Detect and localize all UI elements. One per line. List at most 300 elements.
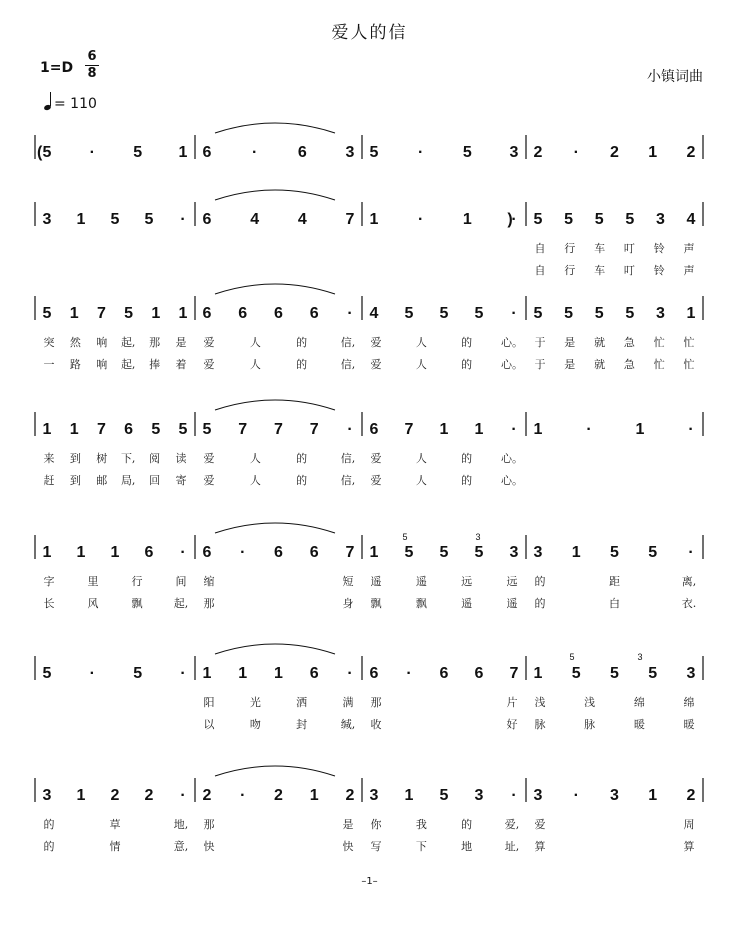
note: 6: [124, 421, 134, 438]
lyric: 忙: [653, 336, 665, 349]
note: 2: [686, 144, 696, 161]
note: 6: [474, 665, 484, 682]
lyric: 下: [415, 840, 427, 853]
lyric: 那: [370, 696, 382, 709]
lyric: 爱: [370, 474, 382, 487]
lyric: 脉: [584, 718, 596, 731]
lyric: 遥: [415, 575, 427, 588]
lyric: 于: [534, 336, 546, 349]
lyric: 的: [296, 474, 308, 487]
note: 1: [238, 665, 248, 682]
note: 6: [439, 665, 449, 682]
lyric: 行: [564, 242, 576, 255]
lyric: 一: [43, 358, 55, 371]
slur: [215, 284, 335, 294]
note: 5: [571, 665, 581, 682]
lyric: 起,: [120, 336, 136, 349]
lyric: 址,: [504, 840, 520, 853]
note: 7: [309, 421, 319, 438]
note: 3: [474, 787, 484, 804]
lyric: 忙: [683, 358, 695, 371]
note: 1: [151, 305, 161, 322]
lyric: 收: [370, 718, 382, 731]
slur: [215, 644, 335, 654]
lyric: 好: [506, 718, 518, 731]
note: 6: [274, 544, 283, 561]
note: 1: [635, 421, 645, 438]
grace-note: 5: [569, 652, 575, 662]
lyric: 阅: [149, 452, 161, 465]
note: 7: [238, 421, 248, 438]
lyric: 吻: [249, 718, 261, 731]
lyric: 读: [175, 452, 187, 465]
note: ·: [347, 665, 353, 682]
note: ·: [406, 665, 412, 682]
lyric: 人: [249, 336, 261, 349]
lyric: 到: [69, 452, 81, 465]
lyric: 人: [415, 358, 427, 371]
lyric: 你: [370, 818, 382, 831]
lyric: 信,: [340, 474, 356, 487]
note: 3: [655, 305, 665, 322]
note: 5: [474, 305, 484, 322]
note: ·: [240, 787, 246, 804]
note: 1: [110, 544, 120, 561]
note: 1: [69, 305, 79, 322]
note: 6: [202, 211, 212, 228]
lyric: 是: [342, 818, 354, 831]
slur: [215, 523, 335, 533]
lyric: 心。: [501, 336, 523, 349]
note: 1: [69, 421, 79, 438]
note: 2: [345, 787, 355, 804]
slur: [215, 400, 335, 410]
note: 5: [178, 421, 188, 438]
note: 2: [202, 787, 212, 804]
note: 5: [533, 305, 543, 322]
time-signature-bottom: 8: [87, 66, 97, 81]
note: 5: [404, 305, 414, 322]
note: 5: [648, 665, 658, 682]
lyric: 爱: [534, 818, 546, 831]
lyric: 人: [415, 336, 427, 349]
tempo-value: = 110: [54, 96, 97, 112]
note: 5: [110, 211, 120, 228]
note: 1: [76, 211, 86, 228]
lyric: 信,: [340, 452, 356, 465]
lyric: 邮: [96, 474, 108, 487]
note: 1: [686, 305, 696, 322]
note: 3: [42, 211, 52, 228]
note: 7: [96, 305, 106, 322]
lyric: 字: [43, 575, 55, 588]
lyric: 声: [683, 242, 695, 255]
note: 7: [345, 544, 355, 561]
lyric: 的: [43, 840, 55, 853]
note: ·: [89, 665, 95, 682]
lyric: 寄: [175, 474, 187, 487]
note: 3: [533, 787, 543, 804]
lyric: 脉: [534, 718, 546, 731]
lyric: 急: [623, 358, 635, 371]
note: 1: [76, 787, 86, 804]
repeat-open-mark: (: [37, 144, 43, 161]
lyric: 缄,: [340, 718, 356, 731]
note: 3: [533, 544, 543, 561]
lyric: 爱: [370, 452, 382, 465]
grace-note: 5: [402, 532, 408, 542]
note: 5: [404, 544, 414, 561]
lyric: 就: [594, 336, 606, 349]
lyric: 飘: [131, 597, 143, 610]
lyric: 地,: [173, 818, 189, 831]
note: 6: [369, 665, 379, 682]
note: 1: [571, 544, 581, 561]
grace-note: 3: [637, 652, 643, 662]
note: 1: [202, 665, 212, 682]
note: ·: [688, 544, 694, 561]
note: 1: [42, 544, 52, 561]
lyric: 局,: [120, 474, 136, 487]
time-signature-top: 6: [87, 49, 97, 64]
lyric: 起,: [120, 358, 136, 371]
note: 7: [345, 211, 355, 228]
lyric: 是: [564, 358, 576, 371]
note: 6: [144, 544, 154, 561]
lyric: 绵: [683, 696, 695, 709]
note: ·: [511, 421, 517, 438]
lyric: 的: [534, 597, 546, 610]
lyric: 人: [415, 452, 427, 465]
lyric: 来: [43, 452, 55, 465]
lyric: 浅: [584, 696, 596, 709]
lyric: 铃: [653, 264, 665, 277]
note: 5: [648, 544, 658, 561]
note: 6: [297, 144, 307, 161]
note: 2: [274, 787, 283, 804]
lyric: 片: [506, 696, 518, 709]
lyric: 周: [683, 818, 695, 831]
note: 1: [369, 211, 379, 228]
slur: [215, 766, 335, 776]
note: ·: [89, 144, 95, 161]
lyric: 的: [296, 358, 308, 371]
composer-credit: 小镇词曲: [647, 69, 703, 85]
note: 3: [509, 544, 519, 561]
note: ·: [573, 144, 579, 161]
page-number: –1–: [361, 876, 378, 887]
lyric: 心。: [501, 474, 523, 487]
note: 7: [274, 421, 283, 438]
lyric: 车: [594, 242, 606, 255]
lyric: 人: [249, 452, 261, 465]
lyric: 以: [203, 718, 215, 731]
note: 5: [151, 421, 161, 438]
lyric: 快: [203, 840, 215, 853]
lyric: 爱: [370, 358, 382, 371]
note: 5: [625, 305, 635, 322]
note: 6: [202, 144, 212, 161]
lyric: 长: [43, 597, 55, 610]
note: ·: [573, 787, 579, 804]
note: 2: [110, 787, 120, 804]
note: 1: [309, 787, 319, 804]
note: 2: [686, 787, 696, 804]
note: ·: [240, 544, 246, 561]
lyric: 自: [534, 242, 546, 255]
lyric: 的: [461, 336, 473, 349]
lyric: 的: [296, 452, 308, 465]
note: 5: [625, 211, 635, 228]
lyric: 突: [43, 336, 55, 349]
lyric: 绵: [633, 696, 645, 709]
note: ·: [180, 211, 186, 228]
lyric: 忙: [653, 358, 665, 371]
lyric: 人: [249, 474, 261, 487]
note: 5: [144, 211, 154, 228]
note: 6: [309, 665, 319, 682]
lyric: 风: [87, 597, 99, 610]
lyric: 远: [461, 575, 473, 588]
note: 5: [133, 665, 143, 682]
lyric: 远: [506, 575, 518, 588]
lyric: 距: [609, 575, 620, 588]
note: 1: [369, 544, 379, 561]
lyric: 于: [534, 358, 546, 371]
note: 5: [42, 665, 52, 682]
note: 5: [533, 211, 543, 228]
lyric: 爱: [203, 474, 215, 487]
note: 5: [42, 144, 52, 161]
note: 5: [594, 211, 604, 228]
lyric: 情: [109, 840, 121, 853]
note: 1: [474, 421, 484, 438]
lyric: 意,: [173, 840, 189, 853]
note: 1: [76, 544, 86, 561]
lyric: 缩: [203, 575, 215, 588]
note: 5: [369, 144, 379, 161]
note: 4: [250, 211, 260, 228]
note: 7: [509, 665, 519, 682]
lyric: 是: [564, 336, 576, 349]
note: 7: [96, 421, 106, 438]
lyric: 那: [149, 336, 161, 349]
lyric: 爱: [203, 358, 215, 371]
note: 5: [610, 544, 619, 561]
lyric: 写: [370, 840, 382, 853]
note: 7: [404, 421, 414, 438]
lyric: 满: [342, 696, 354, 709]
slur: [215, 123, 335, 133]
note: 5: [439, 787, 449, 804]
note: 6: [309, 305, 319, 322]
lyric: 就: [594, 358, 606, 371]
note: ·: [511, 305, 517, 322]
lyric: 信,: [340, 336, 356, 349]
lyric: 响: [96, 358, 108, 371]
note: 1: [648, 144, 658, 161]
lyric: 遥: [461, 597, 473, 610]
lyric: 的: [534, 575, 546, 588]
note: ·: [180, 544, 186, 561]
lyric: 的: [461, 452, 473, 465]
lyric: 起,: [173, 597, 189, 610]
lyric: 树: [96, 452, 108, 465]
lyric: 那: [203, 818, 215, 831]
note: 6: [238, 305, 248, 322]
slur: [215, 190, 335, 200]
lyric: 衣.: [681, 597, 697, 610]
note: 6: [369, 421, 379, 438]
lyric: 的: [296, 336, 308, 349]
note: 2: [533, 144, 543, 161]
note: 1: [439, 421, 449, 438]
grace-note: 3: [475, 532, 481, 542]
lyric: 爱: [203, 336, 215, 349]
lyric: 然: [69, 336, 81, 349]
lyric: 封: [296, 718, 308, 731]
lyric: 地: [461, 840, 473, 853]
lyric: 到: [69, 474, 81, 487]
note: 1: [178, 144, 188, 161]
note: 5: [202, 421, 212, 438]
lyric: 身: [342, 597, 354, 610]
note: 2: [610, 144, 619, 161]
lyric: 人: [415, 474, 427, 487]
note: ·: [418, 144, 424, 161]
note: ·: [418, 211, 424, 228]
lyric: 人: [249, 358, 261, 371]
note: 4: [369, 305, 379, 322]
lyric: 回: [149, 474, 161, 487]
lyric: 急: [623, 336, 635, 349]
lyric: 响: [96, 336, 108, 349]
lyric: 爱: [370, 336, 382, 349]
note: 4: [297, 211, 307, 228]
note: ·: [180, 787, 186, 804]
lyric: 光: [249, 696, 261, 709]
note: 1: [648, 787, 658, 804]
lyric: 行: [131, 575, 143, 588]
lyric: 路: [69, 358, 81, 371]
lyric: 铃: [653, 242, 665, 255]
lyric: 的: [461, 358, 473, 371]
note: 2: [144, 787, 154, 804]
lyric: 自: [534, 264, 546, 277]
lyric: 里: [87, 575, 99, 588]
note: 3: [369, 787, 379, 804]
note: 5: [42, 305, 52, 322]
note: 3: [42, 787, 52, 804]
note: ·: [586, 421, 592, 438]
lyric: 暖: [633, 718, 645, 731]
lyric: 短: [342, 575, 354, 588]
lyric: 声: [683, 264, 695, 277]
lyric: 的: [43, 818, 55, 831]
lyric: 那: [203, 597, 215, 610]
note: ·: [252, 144, 258, 161]
lyric: 草: [109, 818, 121, 831]
note: ·: [180, 665, 186, 682]
note: 1: [462, 211, 472, 228]
lyric: 暖: [683, 718, 695, 731]
lyric: 车: [594, 264, 606, 277]
note: 5: [594, 305, 604, 322]
note: 3: [655, 211, 665, 228]
note: 1: [178, 305, 188, 322]
note: 5: [564, 211, 574, 228]
note: 3: [686, 665, 696, 682]
lyric: 飘: [370, 597, 382, 610]
note: 5: [610, 665, 619, 682]
lyric: 遥: [506, 597, 518, 610]
note: 3: [345, 144, 355, 161]
lyric: 心。: [501, 358, 523, 371]
lyric: 遥: [370, 575, 382, 588]
song-title: 爱人的信: [331, 23, 408, 43]
lyric: 着: [175, 358, 187, 371]
lyric: 离,: [681, 575, 697, 588]
lyric: 信,: [340, 358, 356, 371]
note: 5: [462, 144, 472, 161]
note: ·: [511, 787, 517, 804]
lyric: 间: [175, 575, 187, 588]
lyric: 下,: [120, 452, 136, 465]
lyric: 算: [683, 840, 695, 853]
lyric: 是: [175, 336, 187, 349]
lyric: 快: [342, 840, 354, 853]
note: 5: [439, 305, 449, 322]
note: 1: [404, 787, 414, 804]
note: 5: [439, 544, 449, 561]
lyric: 我: [415, 818, 427, 831]
note: 5: [564, 305, 574, 322]
key-signature: 1=D: [40, 60, 74, 76]
note: 6: [309, 544, 319, 561]
lyric: 爱: [203, 452, 215, 465]
lyric: 行: [564, 264, 576, 277]
note: 5: [124, 305, 134, 322]
note: 1: [274, 665, 283, 682]
lyric: 心。: [501, 452, 523, 465]
note: 5: [133, 144, 143, 161]
note: 3: [509, 144, 519, 161]
lyric: 爱,: [504, 818, 520, 831]
lyric: 的: [461, 474, 473, 487]
lyric: 算: [534, 840, 546, 853]
note: 1: [533, 665, 543, 682]
lyric: 浅: [534, 696, 546, 709]
note: ·: [347, 305, 353, 322]
note: ·: [347, 421, 353, 438]
lyric: 捧: [149, 358, 161, 371]
note: 1: [42, 421, 52, 438]
note: 3: [610, 787, 619, 804]
lyric: 洒: [296, 696, 308, 709]
lyric: 叮: [623, 242, 635, 255]
lyric: 赶: [43, 474, 55, 487]
note: 6: [202, 544, 212, 561]
lyric: 忙: [683, 336, 695, 349]
note: 6: [274, 305, 283, 322]
lyric: 阳: [203, 696, 215, 709]
note: ·: [688, 421, 694, 438]
lyric: 白: [609, 597, 620, 610]
note: 4: [686, 211, 696, 228]
lyric: 飘: [415, 597, 427, 610]
lyric: 的: [461, 818, 473, 831]
note: 5: [474, 544, 484, 561]
